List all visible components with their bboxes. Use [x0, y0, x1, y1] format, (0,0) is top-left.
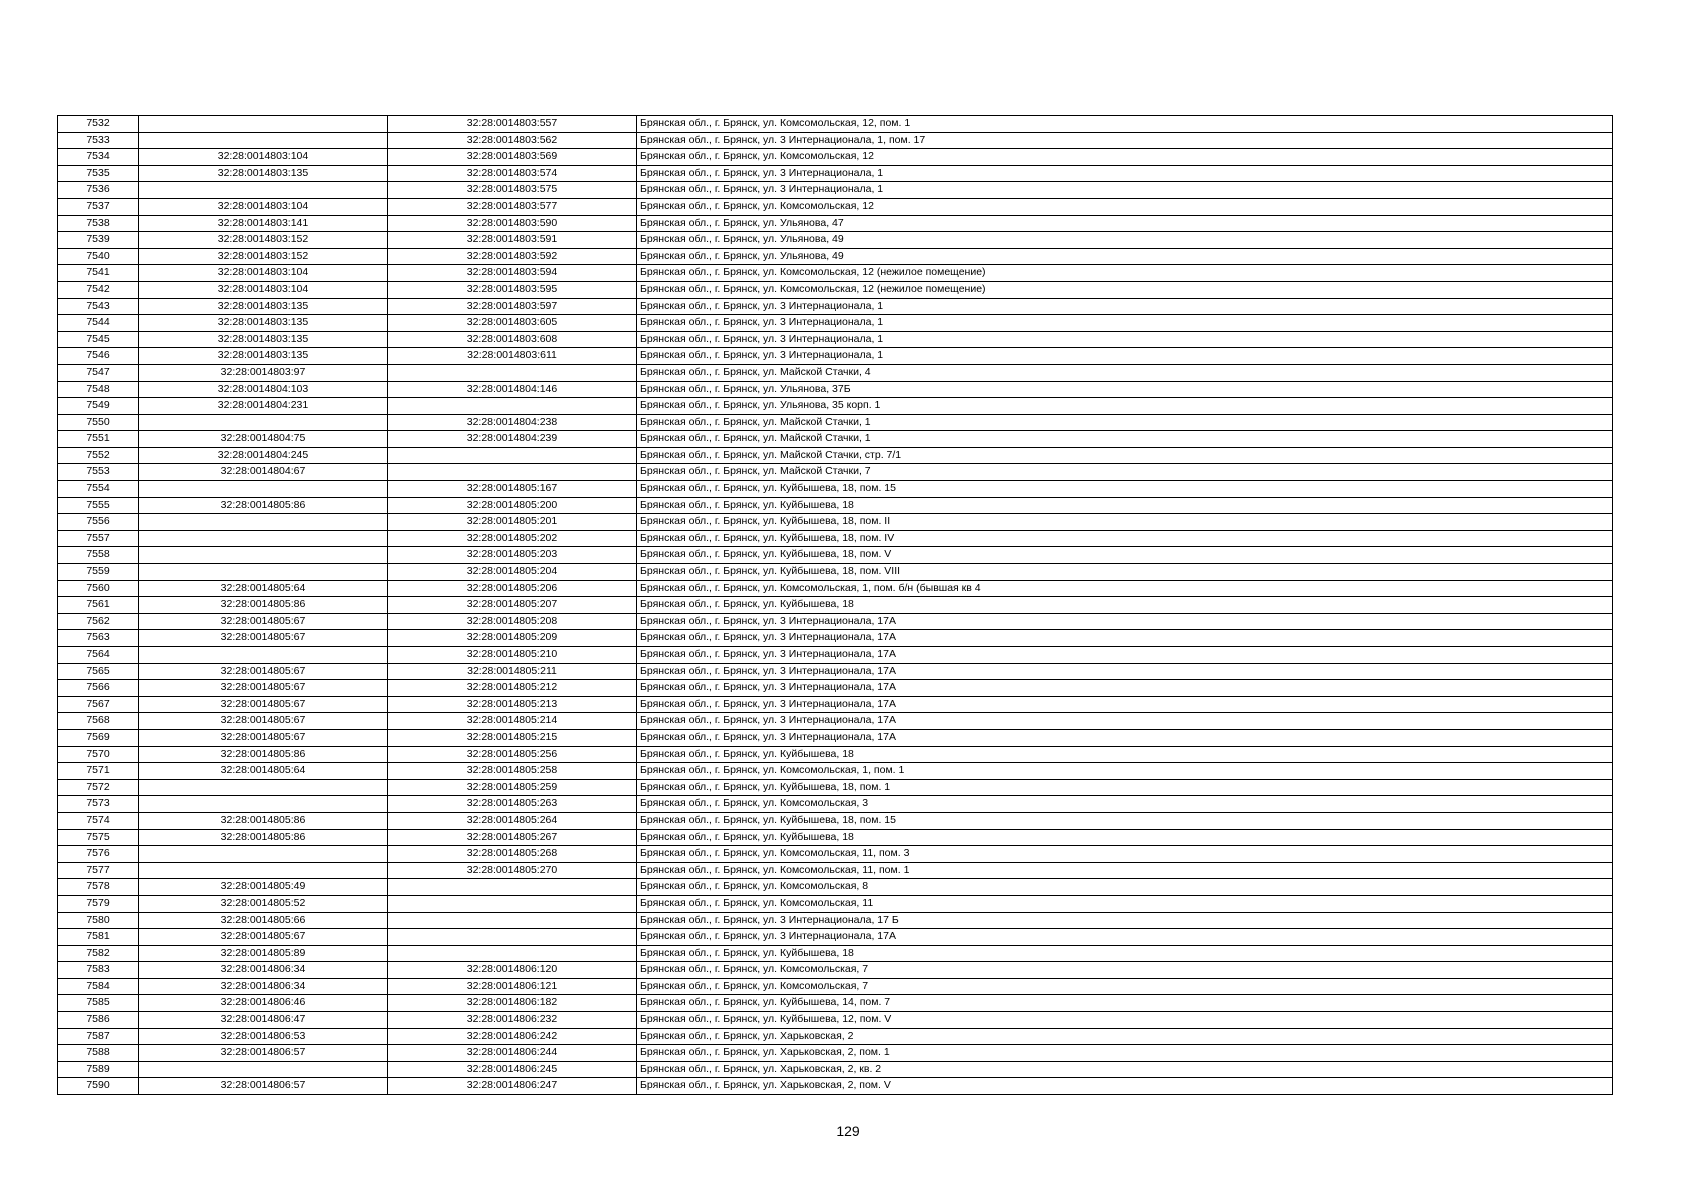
table-row	[58, 149, 1613, 166]
parent-cadastral-number-cell: 32:28:0014805:64	[139, 763, 388, 780]
table-row	[58, 132, 1613, 149]
parent-cadastral-number-cell: 32:28:0014805:86	[139, 497, 388, 514]
table-row	[58, 895, 1613, 912]
cadastral-number-cell: 32:28:0014805:268	[388, 846, 637, 863]
row-number-cell: 7559	[58, 564, 139, 581]
address-cell: Брянская обл., г. Брянск, ул. 3 Интернационала, 1	[637, 315, 1613, 332]
row-number-cell: 7585	[58, 995, 139, 1012]
row-number-cell: 7575	[58, 829, 139, 846]
cadastral-number-cell: 32:28:0014804:239	[388, 431, 637, 448]
row-number-cell: 7563	[58, 630, 139, 647]
row-number-cell: 7578	[58, 879, 139, 896]
address-cell: Брянская обл., г. Брянск, ул. Майской Стачки, 7	[637, 464, 1613, 481]
parent-cadastral-number-cell: 32:28:0014806:53	[139, 1028, 388, 1045]
address-cell: Брянская обл., г. Брянск, ул. 3 Интернационала, 17А	[637, 680, 1613, 697]
row-number-cell: 7586	[58, 1012, 139, 1029]
table-row	[58, 630, 1613, 647]
cadastral-number-cell: 32:28:0014803:594	[388, 265, 637, 282]
table-body	[58, 116, 1613, 1095]
cadastral-number-cell: 32:28:0014805:263	[388, 796, 637, 813]
parent-cadastral-number-cell	[139, 182, 388, 199]
address-cell: Брянская обл., г. Брянск, ул. Куйбышева, 12, пом. V	[637, 1012, 1613, 1029]
cadastral-number-cell: 32:28:0014805:203	[388, 547, 637, 564]
row-number-cell: 7580	[58, 912, 139, 929]
row-number-cell: 7557	[58, 530, 139, 547]
address-cell: Брянская обл., г. Брянск, ул. Куйбышева, 14, пом. 7	[637, 995, 1613, 1012]
parent-cadastral-number-cell: 32:28:0014804:67	[139, 464, 388, 481]
cadastral-number-cell: 32:28:0014805:202	[388, 530, 637, 547]
parent-cadastral-number-cell: 32:28:0014806:34	[139, 978, 388, 995]
table-row	[58, 978, 1613, 995]
cadastral-number-cell: 32:28:0014803:575	[388, 182, 637, 199]
table-row	[58, 763, 1613, 780]
cadastral-number-cell	[388, 945, 637, 962]
table-row	[58, 398, 1613, 415]
cadastral-number-cell: 32:28:0014803:557	[388, 116, 637, 133]
address-cell: Брянская обл., г. Брянск, ул. Ульянова, 49	[637, 232, 1613, 249]
cadastral-number-cell	[388, 929, 637, 946]
table-row	[58, 862, 1613, 879]
table-row	[58, 530, 1613, 547]
parent-cadastral-number-cell: 32:28:0014803:135	[139, 165, 388, 182]
parent-cadastral-number-cell	[139, 116, 388, 133]
address-cell: Брянская обл., г. Брянск, ул. Ульянова, 35 корп. 1	[637, 398, 1613, 415]
table-row	[58, 1028, 1613, 1045]
row-number-cell: 7581	[58, 929, 139, 946]
cadastral-number-cell: 32:28:0014805:208	[388, 613, 637, 630]
table-row	[58, 912, 1613, 929]
row-number-cell: 7552	[58, 447, 139, 464]
address-cell: Брянская обл., г. Брянск, ул. Куйбышева, 18, пом. VIII	[637, 564, 1613, 581]
parent-cadastral-number-cell: 32:28:0014803:104	[139, 265, 388, 282]
parent-cadastral-number-cell	[139, 414, 388, 431]
row-number-cell: 7537	[58, 198, 139, 215]
row-number-cell: 7565	[58, 663, 139, 680]
table-row	[58, 215, 1613, 232]
cadastral-number-cell: 32:28:0014805:256	[388, 746, 637, 763]
cadastral-number-cell: 32:28:0014803:577	[388, 198, 637, 215]
cadastral-number-cell: 32:28:0014806:182	[388, 995, 637, 1012]
table-row	[58, 879, 1613, 896]
parent-cadastral-number-cell	[139, 132, 388, 149]
cadastral-number-cell: 32:28:0014803:592	[388, 248, 637, 265]
cadastral-number-cell: 32:28:0014805:201	[388, 514, 637, 531]
row-number-cell: 7553	[58, 464, 139, 481]
table-row	[58, 746, 1613, 763]
table-row	[58, 1078, 1613, 1095]
table-row	[58, 613, 1613, 630]
cadastral-number-cell: 32:28:0014803:611	[388, 348, 637, 365]
table-row	[58, 846, 1613, 863]
parent-cadastral-number-cell: 32:28:0014805:66	[139, 912, 388, 929]
table-row	[58, 381, 1613, 398]
address-cell: Брянская обл., г. Брянск, ул. 3 Интернационала, 17А	[637, 613, 1613, 630]
address-cell: Брянская обл., г. Брянск, ул. Комсомольская, 11, пом. 1	[637, 862, 1613, 879]
row-number-cell: 7574	[58, 812, 139, 829]
cadastral-number-cell: 32:28:0014803:608	[388, 331, 637, 348]
table-row	[58, 198, 1613, 215]
row-number-cell: 7576	[58, 846, 139, 863]
parent-cadastral-number-cell: 32:28:0014804:231	[139, 398, 388, 415]
parent-cadastral-number-cell	[139, 779, 388, 796]
cadastral-number-cell	[388, 398, 637, 415]
address-cell: Брянская обл., г. Брянск, ул. 3 Интернационала, 1	[637, 165, 1613, 182]
row-number-cell: 7561	[58, 597, 139, 614]
table-row	[58, 729, 1613, 746]
table-row	[58, 1061, 1613, 1078]
table-row	[58, 248, 1613, 265]
row-number-cell: 7538	[58, 215, 139, 232]
parent-cadastral-number-cell: 32:28:0014805:49	[139, 879, 388, 896]
cadastral-number-cell: 32:28:0014805:167	[388, 481, 637, 498]
cadastral-number-cell: 32:28:0014805:264	[388, 812, 637, 829]
address-cell: Брянская обл., г. Брянск, ул. 3 Интернационала, 17А	[637, 929, 1613, 946]
cadastral-number-cell: 32:28:0014805:259	[388, 779, 637, 796]
cadastral-number-cell: 32:28:0014803:605	[388, 315, 637, 332]
cadastral-number-cell	[388, 364, 637, 381]
cadastral-number-cell: 32:28:0014806:247	[388, 1078, 637, 1095]
table-row	[58, 647, 1613, 664]
address-cell: Брянская обл., г. Брянск, ул. 3 Интернационала, 17А	[637, 647, 1613, 664]
row-number-cell: 7571	[58, 763, 139, 780]
parent-cadastral-number-cell: 32:28:0014804:75	[139, 431, 388, 448]
parent-cadastral-number-cell: 32:28:0014805:86	[139, 812, 388, 829]
cadastral-number-cell: 32:28:0014805:204	[388, 564, 637, 581]
table-row	[58, 331, 1613, 348]
row-number-cell: 7570	[58, 746, 139, 763]
cadastral-number-cell: 32:28:0014806:232	[388, 1012, 637, 1029]
table-row	[58, 564, 1613, 581]
row-number-cell: 7532	[58, 116, 139, 133]
table-row	[58, 1012, 1613, 1029]
parent-cadastral-number-cell: 32:28:0014805:86	[139, 746, 388, 763]
parent-cadastral-number-cell: 32:28:0014803:141	[139, 215, 388, 232]
row-number-cell: 7546	[58, 348, 139, 365]
table-row	[58, 497, 1613, 514]
cadastral-number-cell: 32:28:0014806:244	[388, 1045, 637, 1062]
table-row	[58, 414, 1613, 431]
address-cell: Брянская обл., г. Брянск, ул. Комсомольская, 12	[637, 198, 1613, 215]
parent-cadastral-number-cell: 32:28:0014805:67	[139, 680, 388, 697]
cadastral-number-cell: 32:28:0014806:242	[388, 1028, 637, 1045]
address-cell: Брянская обл., г. Брянск, ул. Комсомольская, 11	[637, 895, 1613, 912]
address-cell: Брянская обл., г. Брянск, ул. 3 Интернационала, 17А	[637, 729, 1613, 746]
row-number-cell: 7558	[58, 547, 139, 564]
parent-cadastral-number-cell: 32:28:0014806:34	[139, 962, 388, 979]
cadastral-number-cell	[388, 447, 637, 464]
row-number-cell: 7579	[58, 895, 139, 912]
row-number-cell: 7548	[58, 381, 139, 398]
table-row	[58, 281, 1613, 298]
table-row	[58, 829, 1613, 846]
row-number-cell: 7536	[58, 182, 139, 199]
row-number-cell: 7543	[58, 298, 139, 315]
address-cell: Брянская обл., г. Брянск, ул. Майской Стачки, 1	[637, 431, 1613, 448]
row-number-cell: 7551	[58, 431, 139, 448]
table-row	[58, 447, 1613, 464]
parent-cadastral-number-cell	[139, 647, 388, 664]
address-cell: Брянская обл., г. Брянск, ул. Куйбышева, 18	[637, 746, 1613, 763]
cadastral-number-cell: 32:28:0014805:214	[388, 713, 637, 730]
address-cell: Брянская обл., г. Брянск, ул. Комсомольская, 1, пом. 1	[637, 763, 1613, 780]
address-cell: Брянская обл., г. Брянск, ул. Комсомольская, 1, пом. б/н (бывшая кв 4	[637, 580, 1613, 597]
parent-cadastral-number-cell: 32:28:0014803:152	[139, 248, 388, 265]
parent-cadastral-number-cell: 32:28:0014803:135	[139, 331, 388, 348]
parent-cadastral-number-cell: 32:28:0014805:52	[139, 895, 388, 912]
cadastral-number-cell: 32:28:0014803:591	[388, 232, 637, 249]
cadastral-number-cell: 32:28:0014805:258	[388, 763, 637, 780]
address-cell: Брянская обл., г. Брянск, ул. Куйбышева, 18, пом. 15	[637, 481, 1613, 498]
table-row	[58, 812, 1613, 829]
parent-cadastral-number-cell: 32:28:0014803:97	[139, 364, 388, 381]
parent-cadastral-number-cell	[139, 481, 388, 498]
parent-cadastral-number-cell	[139, 530, 388, 547]
address-cell: Брянская обл., г. Брянск, ул. 3 Интернационала, 17А	[637, 663, 1613, 680]
parent-cadastral-number-cell	[139, 564, 388, 581]
parent-cadastral-number-cell: 32:28:0014803:135	[139, 348, 388, 365]
row-number-cell: 7549	[58, 398, 139, 415]
parent-cadastral-number-cell	[139, 862, 388, 879]
address-cell: Брянская обл., г. Брянск, ул. 3 Интернационала, 17А	[637, 630, 1613, 647]
parent-cadastral-number-cell: 32:28:0014803:104	[139, 149, 388, 166]
cadastral-number-cell: 32:28:0014805:215	[388, 729, 637, 746]
address-cell: Брянская обл., г. Брянск, ул. Харьковская, 2, пом. V	[637, 1078, 1613, 1095]
row-number-cell: 7541	[58, 265, 139, 282]
parent-cadastral-number-cell: 32:28:0014805:86	[139, 829, 388, 846]
parent-cadastral-number-cell	[139, 846, 388, 863]
row-number-cell: 7588	[58, 1045, 139, 1062]
cadastral-number-cell: 32:28:0014805:212	[388, 680, 637, 697]
table-row	[58, 547, 1613, 564]
row-number-cell: 7562	[58, 613, 139, 630]
cadastral-number-cell	[388, 879, 637, 896]
table-row	[58, 713, 1613, 730]
row-number-cell: 7560	[58, 580, 139, 597]
address-cell: Брянская обл., г. Брянск, ул. Куйбышева, 18, пом. V	[637, 547, 1613, 564]
cadastral-number-cell: 32:28:0014803:590	[388, 215, 637, 232]
address-cell: Брянская обл., г. Брянск, ул. 3 Интернационала, 17А	[637, 696, 1613, 713]
table-row	[58, 514, 1613, 531]
parent-cadastral-number-cell: 32:28:0014805:86	[139, 597, 388, 614]
table-row	[58, 995, 1613, 1012]
table-row	[58, 182, 1613, 199]
row-number-cell: 7533	[58, 132, 139, 149]
address-cell: Брянская обл., г. Брянск, ул. Ульянова, 49	[637, 248, 1613, 265]
table-row	[58, 265, 1613, 282]
parent-cadastral-number-cell: 32:28:0014805:67	[139, 630, 388, 647]
cadastral-number-cell: 32:28:0014805:200	[388, 497, 637, 514]
address-cell: Брянская обл., г. Брянск, ул. Куйбышева, 18, пом. 1	[637, 779, 1613, 796]
row-number-cell: 7566	[58, 680, 139, 697]
parent-cadastral-number-cell	[139, 796, 388, 813]
cadastral-number-cell: 32:28:0014804:146	[388, 381, 637, 398]
row-number-cell: 7589	[58, 1061, 139, 1078]
cadastral-number-cell: 32:28:0014805:213	[388, 696, 637, 713]
table-row	[58, 580, 1613, 597]
row-number-cell: 7577	[58, 862, 139, 879]
table-row	[58, 364, 1613, 381]
row-number-cell: 7573	[58, 796, 139, 813]
parent-cadastral-number-cell: 32:28:0014803:104	[139, 281, 388, 298]
parent-cadastral-number-cell: 32:28:0014805:64	[139, 580, 388, 597]
row-number-cell: 7569	[58, 729, 139, 746]
parent-cadastral-number-cell: 32:28:0014805:67	[139, 613, 388, 630]
address-cell: Брянская обл., г. Брянск, ул. Куйбышева, 18	[637, 597, 1613, 614]
row-number-cell: 7567	[58, 696, 139, 713]
property-register-table	[57, 115, 1613, 1095]
cadastral-number-cell: 32:28:0014803:569	[388, 149, 637, 166]
address-cell: Брянская обл., г. Брянск, ул. Куйбышева, 18, пом. IV	[637, 530, 1613, 547]
table-row	[58, 929, 1613, 946]
parent-cadastral-number-cell: 32:28:0014806:47	[139, 1012, 388, 1029]
address-cell: Брянская обл., г. Брянск, ул. 3 Интернационала, 17А	[637, 713, 1613, 730]
parent-cadastral-number-cell: 32:28:0014805:89	[139, 945, 388, 962]
table-row	[58, 116, 1613, 133]
address-cell: Брянская обл., г. Брянск, ул. 3 Интернационала, 1	[637, 348, 1613, 365]
address-cell: Брянская обл., г. Брянск, ул. Комсомольская, 3	[637, 796, 1613, 813]
address-cell: Брянская обл., г. Брянск, ул. 3 Интернационала, 1	[637, 182, 1613, 199]
table-row	[58, 1045, 1613, 1062]
address-cell: Брянская обл., г. Брянск, ул. Комсомольская, 11, пом. 3	[637, 846, 1613, 863]
row-number-cell: 7535	[58, 165, 139, 182]
address-cell: Брянская обл., г. Брянск, ул. Ульянова, 47	[637, 215, 1613, 232]
parent-cadastral-number-cell	[139, 1061, 388, 1078]
address-cell: Брянская обл., г. Брянск, ул. Комсомольская, 12, пом. 1	[637, 116, 1613, 133]
cadastral-number-cell	[388, 912, 637, 929]
cadastral-number-cell: 32:28:0014805:209	[388, 630, 637, 647]
cadastral-number-cell: 32:28:0014803:562	[388, 132, 637, 149]
address-cell: Брянская обл., г. Брянск, ул. Куйбышева, 18	[637, 829, 1613, 846]
table-row	[58, 431, 1613, 448]
address-cell: Брянская обл., г. Брянск, ул. Харьковская, 2, пом. 1	[637, 1045, 1613, 1062]
parent-cadastral-number-cell: 32:28:0014806:46	[139, 995, 388, 1012]
cadastral-number-cell: 32:28:0014805:211	[388, 663, 637, 680]
row-number-cell: 7534	[58, 149, 139, 166]
table-row	[58, 945, 1613, 962]
row-number-cell: 7564	[58, 647, 139, 664]
parent-cadastral-number-cell: 32:28:0014804:103	[139, 381, 388, 398]
row-number-cell: 7545	[58, 331, 139, 348]
parent-cadastral-number-cell	[139, 547, 388, 564]
cadastral-number-cell: 32:28:0014804:238	[388, 414, 637, 431]
row-number-cell: 7544	[58, 315, 139, 332]
parent-cadastral-number-cell: 32:28:0014806:57	[139, 1045, 388, 1062]
row-number-cell: 7542	[58, 281, 139, 298]
cadastral-number-cell: 32:28:0014805:206	[388, 580, 637, 597]
parent-cadastral-number-cell: 32:28:0014803:104	[139, 198, 388, 215]
parent-cadastral-number-cell: 32:28:0014803:135	[139, 315, 388, 332]
address-cell: Брянская обл., г. Брянск, ул. 3 Интернационала, 1	[637, 331, 1613, 348]
address-cell: Брянская обл., г. Брянск, ул. Майской Стачки, 1	[637, 414, 1613, 431]
address-cell: Брянская обл., г. Брянск, ул. Майской Стачки, 4	[637, 364, 1613, 381]
parent-cadastral-number-cell: 32:28:0014805:67	[139, 929, 388, 946]
address-cell: Брянская обл., г. Брянск, ул. Комсомольская, 12 (нежилое помещение)	[637, 265, 1613, 282]
address-cell: Брянская обл., г. Брянск, ул. Комсомольская, 7	[637, 978, 1613, 995]
table-row	[58, 796, 1613, 813]
row-number-cell: 7554	[58, 481, 139, 498]
address-cell: Брянская обл., г. Брянск, ул. 3 Интернационала, 1	[637, 298, 1613, 315]
table-row	[58, 464, 1613, 481]
row-number-cell: 7547	[58, 364, 139, 381]
table-row	[58, 696, 1613, 713]
parent-cadastral-number-cell: 32:28:0014804:245	[139, 447, 388, 464]
cadastral-number-cell: 32:28:0014805:207	[388, 597, 637, 614]
row-number-cell: 7590	[58, 1078, 139, 1095]
cadastral-number-cell: 32:28:0014803:597	[388, 298, 637, 315]
table-row	[58, 298, 1613, 315]
address-cell: Брянская обл., г. Брянск, ул. Куйбышева, 18	[637, 497, 1613, 514]
row-number-cell: 7550	[58, 414, 139, 431]
parent-cadastral-number-cell: 32:28:0014806:57	[139, 1078, 388, 1095]
address-cell: Брянская обл., г. Брянск, ул. Комсомольская, 12	[637, 149, 1613, 166]
address-cell: Брянская обл., г. Брянск, ул. Майской Стачки, стр. 7/1	[637, 447, 1613, 464]
parent-cadastral-number-cell	[139, 514, 388, 531]
page-number: 129	[836, 1123, 860, 1139]
table-row	[58, 779, 1613, 796]
address-cell: Брянская обл., г. Брянск, ул. 3 Интернационала, 1, пом. 17	[637, 132, 1613, 149]
row-number-cell: 7540	[58, 248, 139, 265]
cadastral-number-cell: 32:28:0014806:120	[388, 962, 637, 979]
parent-cadastral-number-cell: 32:28:0014805:67	[139, 713, 388, 730]
cadastral-number-cell: 32:28:0014806:121	[388, 978, 637, 995]
parent-cadastral-number-cell: 32:28:0014805:67	[139, 729, 388, 746]
address-cell: Брянская обл., г. Брянск, ул. Куйбышева, 18	[637, 945, 1613, 962]
table-row	[58, 315, 1613, 332]
parent-cadastral-number-cell: 32:28:0014803:135	[139, 298, 388, 315]
table-row	[58, 232, 1613, 249]
cadastral-number-cell: 32:28:0014803:595	[388, 281, 637, 298]
cadastral-number-cell: 32:28:0014803:574	[388, 165, 637, 182]
row-number-cell: 7583	[58, 962, 139, 979]
table-row	[58, 348, 1613, 365]
address-cell: Брянская обл., г. Брянск, ул. Куйбышева, 18, пом. II	[637, 514, 1613, 531]
cadastral-number-cell: 32:28:0014805:210	[388, 647, 637, 664]
row-number-cell: 7572	[58, 779, 139, 796]
address-cell: Брянская обл., г. Брянск, ул. 3 Интернационала, 17 Б	[637, 912, 1613, 929]
cadastral-number-cell: 32:28:0014806:245	[388, 1061, 637, 1078]
cadastral-number-cell	[388, 895, 637, 912]
table-row	[58, 597, 1613, 614]
parent-cadastral-number-cell: 32:28:0014805:67	[139, 663, 388, 680]
address-cell: Брянская обл., г. Брянск, ул. Комсомольская, 7	[637, 962, 1613, 979]
address-cell: Брянская обл., г. Брянск, ул. Комсомольская, 8	[637, 879, 1613, 896]
table-row	[58, 680, 1613, 697]
address-cell: Брянская обл., г. Брянск, ул. Ульянова, 37Б	[637, 381, 1613, 398]
parent-cadastral-number-cell: 32:28:0014803:152	[139, 232, 388, 249]
address-cell: Брянская обл., г. Брянск, ул. Харьковская, 2	[637, 1028, 1613, 1045]
table-row	[58, 663, 1613, 680]
row-number-cell: 7584	[58, 978, 139, 995]
cadastral-number-cell: 32:28:0014805:270	[388, 862, 637, 879]
parent-cadastral-number-cell: 32:28:0014805:67	[139, 696, 388, 713]
row-number-cell: 7587	[58, 1028, 139, 1045]
row-number-cell: 7555	[58, 497, 139, 514]
row-number-cell: 7582	[58, 945, 139, 962]
row-number-cell: 7556	[58, 514, 139, 531]
table-row	[58, 165, 1613, 182]
address-cell: Брянская обл., г. Брянск, ул. Куйбышева, 18, пом. 15	[637, 812, 1613, 829]
cadastral-number-cell	[388, 464, 637, 481]
table-row	[58, 962, 1613, 979]
row-number-cell: 7568	[58, 713, 139, 730]
address-cell: Брянская обл., г. Брянск, ул. Комсомольская, 12 (нежилое помещение)	[637, 281, 1613, 298]
cadastral-number-cell: 32:28:0014805:267	[388, 829, 637, 846]
table-row	[58, 481, 1613, 498]
address-cell: Брянская обл., г. Брянск, ул. Харьковская, 2, кв. 2	[637, 1061, 1613, 1078]
row-number-cell: 7539	[58, 232, 139, 249]
